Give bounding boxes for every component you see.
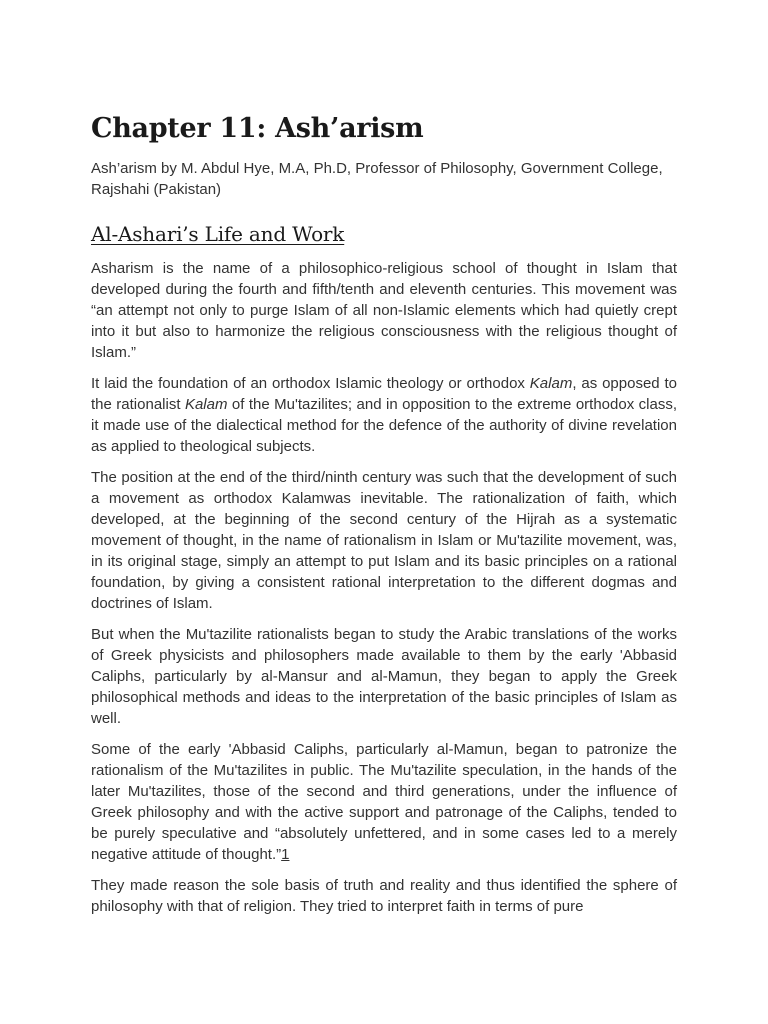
paragraph-2-part-a: It laid the foundation of an orthodox Islamic theology or orthodox <box>91 375 530 392</box>
paragraph-2-part-b: , as opposed to the rationalist <box>91 375 677 413</box>
paragraph-1: Asharism is the name of a philosophico-religious school of thought in Islam that developed during the fourth and fifth/tenth and eleventh centuries. This movement was “an attempt not only to purge Islam of all non-Islamic elements which had quietly crept into it but also to harmonize the religious consciousness with the religious thought of Islam.” <box>91 260 677 361</box>
kalam-italic-2: Kalam <box>184 396 228 413</box>
paragraph-2 <box>91 373 677 457</box>
section-heading: Al-Ashari’s Life and Work <box>91 222 345 246</box>
chapter-title: Chapter 11: Ash’arism <box>91 113 424 144</box>
document-page <box>91 110 677 927</box>
paragraph-2-part-c: of the Mu'tazilites; and in opposition to the extreme orthodox class, it made use of the dialectical method for the defence of the authority of divine revelation as applied to theological subjects. <box>91 396 677 455</box>
paragraph-6: They made reason the sole basis of truth and reality and thus identified the sphere of philosophy with that of religion. They tried to interpret faith in terms of pure <box>91 877 677 915</box>
paragraph-3: The position at the end of the third/ninth century was such that the development of such a movement as orthodox Kalamwas inevitable. The rationalization of faith, which developed, at the beginning of the second century of the Hijrah as a systematic movement of thought, in the name of rationalism in Islam or Mu'tazilite movement, was, in its original stage, simply an attempt to put Islam and its basic principles on a rational foundation, by giving a consistent rational interpretation to the different dogmas and doctrines of Islam. <box>91 469 677 612</box>
kalam-italic-1: Kalam <box>529 375 573 392</box>
paragraph-4: But when the Mu'tazilite rationalists began to study the Arabic translations of the works of Greek physicists and philosophers made available to them by the early 'Abbasid Caliphs, particularly by al-Mansur and al-Mamun, they began to apply the Greek philosophical methods and ideas to the interpretation of the basic principles of Islam as well. <box>91 626 677 727</box>
footnote-link[interactable]: 1 <box>281 846 290 863</box>
paragraph-5-text: Some of the early 'Abbasid Caliphs, particularly al-Mamun, began to patronize the rationalism of the Mu'tazilites in public. The Mu'tazilite speculation, in the hands of the later Mu'tazilites, those of the second and third generations, under the influence of Greek philosophy and with the active support and patronage of the Caliphs, tended to be purely speculative and “absolutely unfettered, and in some cases led to a merely negative attitude of thought.” <box>91 741 677 863</box>
chapter-subtitle: Ash’arism by M. Abdul Hye, M.A, Ph.D, Professor of Philosophy, Government College, Rajshahi (Pakistan) <box>91 160 663 198</box>
paragraph-5 <box>91 739 677 865</box>
